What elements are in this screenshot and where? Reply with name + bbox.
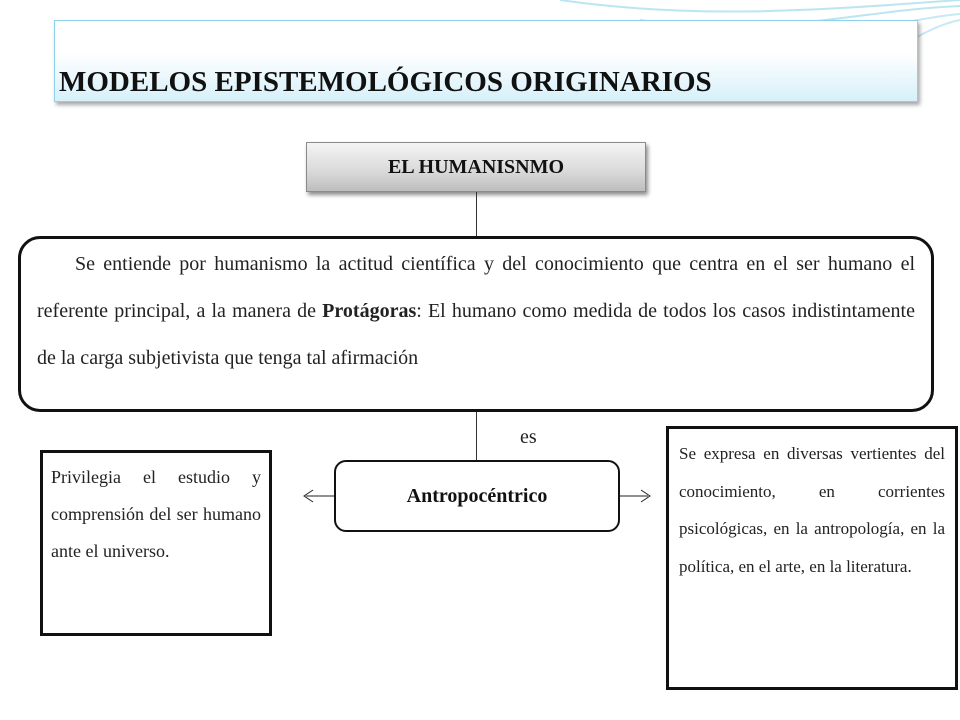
right-node-text: Se expresa en diversas vertientes del conocimiento, en corrientes psicológicas, en la antropología, en la política, en el arte, en la literatura.	[679, 444, 945, 576]
definition-text-part2: : El humano como medida de todos los casos indistintamente de la carga subjetivista que tenga tal afirmación	[37, 300, 915, 369]
protagoras-name: Protágoras	[322, 300, 417, 322]
right-node-se-expresa	[666, 426, 958, 690]
definition-box	[18, 236, 934, 412]
antropocentrico-label: Antropocéntrico	[406, 484, 548, 507]
arrow-right	[620, 490, 650, 502]
slide-title: MODELOS EPISTEMOLÓGICOS ORIGINARIOS	[59, 66, 712, 98]
humanismo-heading-box	[306, 142, 646, 192]
antropocentrico-node	[334, 460, 620, 532]
connector-label-es: es	[520, 426, 537, 448]
humanismo-heading: EL HUMANISNMO	[387, 155, 565, 178]
connector-heading-to-definition	[476, 192, 477, 236]
left-node-privilegia	[40, 450, 272, 636]
left-node-text: Privilegia el estudio y comprensión del ser humano ante el universo.	[51, 467, 261, 561]
title-banner	[54, 20, 918, 102]
connector-definition-to-center	[476, 412, 477, 460]
definition-text-part1: Se entiende por humanismo la actitud científica y del conocimiento que centra en el ser humano el referente principal, a la manera de	[37, 253, 915, 322]
arrow-left	[304, 490, 334, 502]
